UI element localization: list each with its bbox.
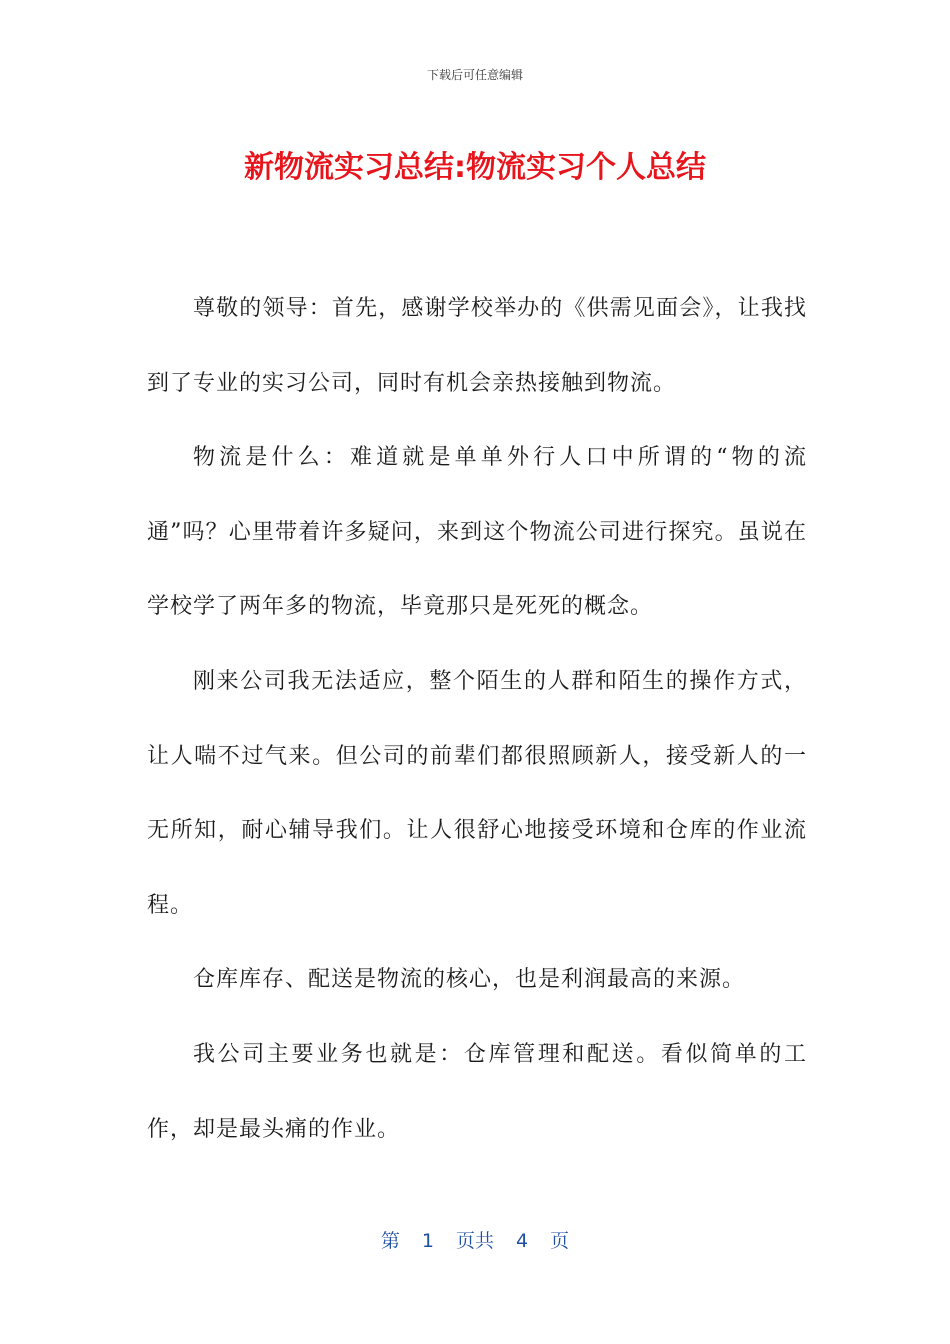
paragraph: 尊敬的领导：首先，感谢学校举办的《供需见面会》，让我找到了专业的实习公司，同时有机会亲热接触到物流。 <box>147 296 807 396</box>
paragraph: 物流是什么：难道就是单单外行人口中所谓的“物的流通”吗？心里带着许多疑问，来到这个物流公司进行探究。虽说在学校学了两年多的物流，毕竟那只是死死的概念。 <box>147 445 807 620</box>
document-title: 新物流实习总结:物流实习个人总结 <box>244 150 706 185</box>
current-page-number: 1 <box>421 1230 434 1252</box>
total-pages-number: 4 <box>516 1230 529 1252</box>
page-prefix: 第 <box>380 1230 400 1252</box>
paragraph: 刚来公司我无法适应，整个陌生的人群和陌生的操作方式，让人喘不过气来。但公司的前辈们都很照顾新人，接受新人的一无所知，耐心辅导我们。让人很舒心地接受环境和仓库的作业流程。 <box>147 668 807 918</box>
header-note: 下载后可任意编辑 <box>426 68 523 82</box>
page-mid: 页共 <box>455 1230 494 1252</box>
page-suffix: 页 <box>550 1230 570 1252</box>
page-footer <box>0 1226 950 1253</box>
document-body <box>147 272 807 1167</box>
paragraph: 仓库库存、配送是物流的核心，也是利润最高的来源。 <box>193 967 746 993</box>
paragraph: 我公司主要业务也就是：仓库管理和配送。看似简单的工作，却是最头痛的作业。 <box>147 1041 807 1142</box>
